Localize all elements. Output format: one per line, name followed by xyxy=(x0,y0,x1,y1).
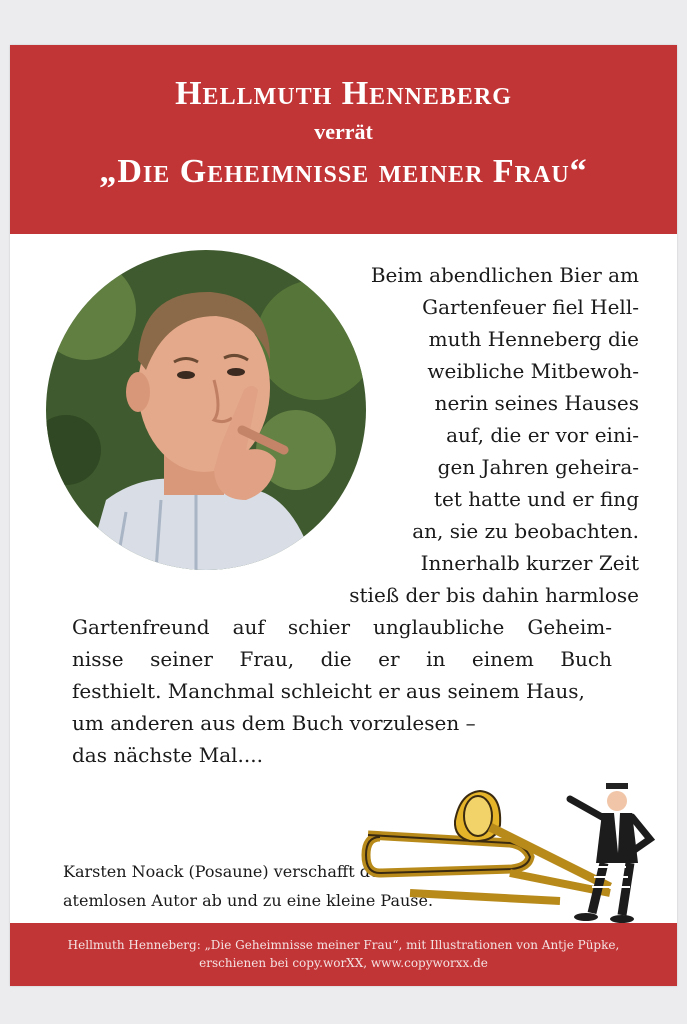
body-line: Gartenfreund auf schier unglaubliche Geheim- xyxy=(72,615,612,639)
body-line: nisse seiner Frau, die er in einem Buch xyxy=(72,647,612,671)
body-line: Innerhalb kurzer Zeit xyxy=(420,551,639,575)
portrait-image xyxy=(46,250,366,570)
caption-line: Karsten Noack (Posaune) verschafft dem xyxy=(63,862,395,881)
body-line: weibliche Mitbewoh- xyxy=(427,359,639,383)
footer-line: Hellmuth Henneberg: „Die Geheimnisse meiner Frau“, mit Illustrationen von Antje Püpke, xyxy=(67,938,620,952)
verb-line: verrät xyxy=(314,119,373,144)
body-line: an, sie zu beobachten. xyxy=(412,519,639,543)
body-line: auf, die er vor eini- xyxy=(446,423,639,447)
body-line: tet hatte und er fing xyxy=(433,487,639,511)
body-line: stieß der bis dahin harmlose xyxy=(349,583,639,607)
body-line: Gartenfeuer fiel Hell- xyxy=(422,295,639,319)
body-line: nerin seines Hauses xyxy=(434,391,639,415)
body-line: das nächste Mal.... xyxy=(72,743,263,767)
body-line: Beim abendlichen Bier am xyxy=(370,263,639,287)
body-line: um anderen aus dem Buch vorzulesen – xyxy=(72,711,476,735)
footer-banner xyxy=(10,923,677,986)
trombone-icon xyxy=(360,783,675,923)
book-title: „Die Geheimnisse meiner Frau“ xyxy=(99,153,588,190)
trombone-musician-illustration xyxy=(360,783,675,927)
body-line: gen Jahren geheira- xyxy=(437,455,639,479)
title-banner xyxy=(10,45,677,234)
portrait-photo xyxy=(46,250,366,570)
author-name: Hellmuth Henneberg xyxy=(175,75,512,112)
body-line: muth Henneberg die xyxy=(428,327,639,351)
caption-line: atemlosen Autor ab und zu eine kleine Pause. xyxy=(63,891,434,910)
poster-card xyxy=(10,45,677,986)
footer-line: erschienen bei copy.worXX, www.copyworxx.de xyxy=(199,956,488,970)
body-line: festhielt. Manchmal schleicht er aus seinem Haus, xyxy=(72,679,585,703)
